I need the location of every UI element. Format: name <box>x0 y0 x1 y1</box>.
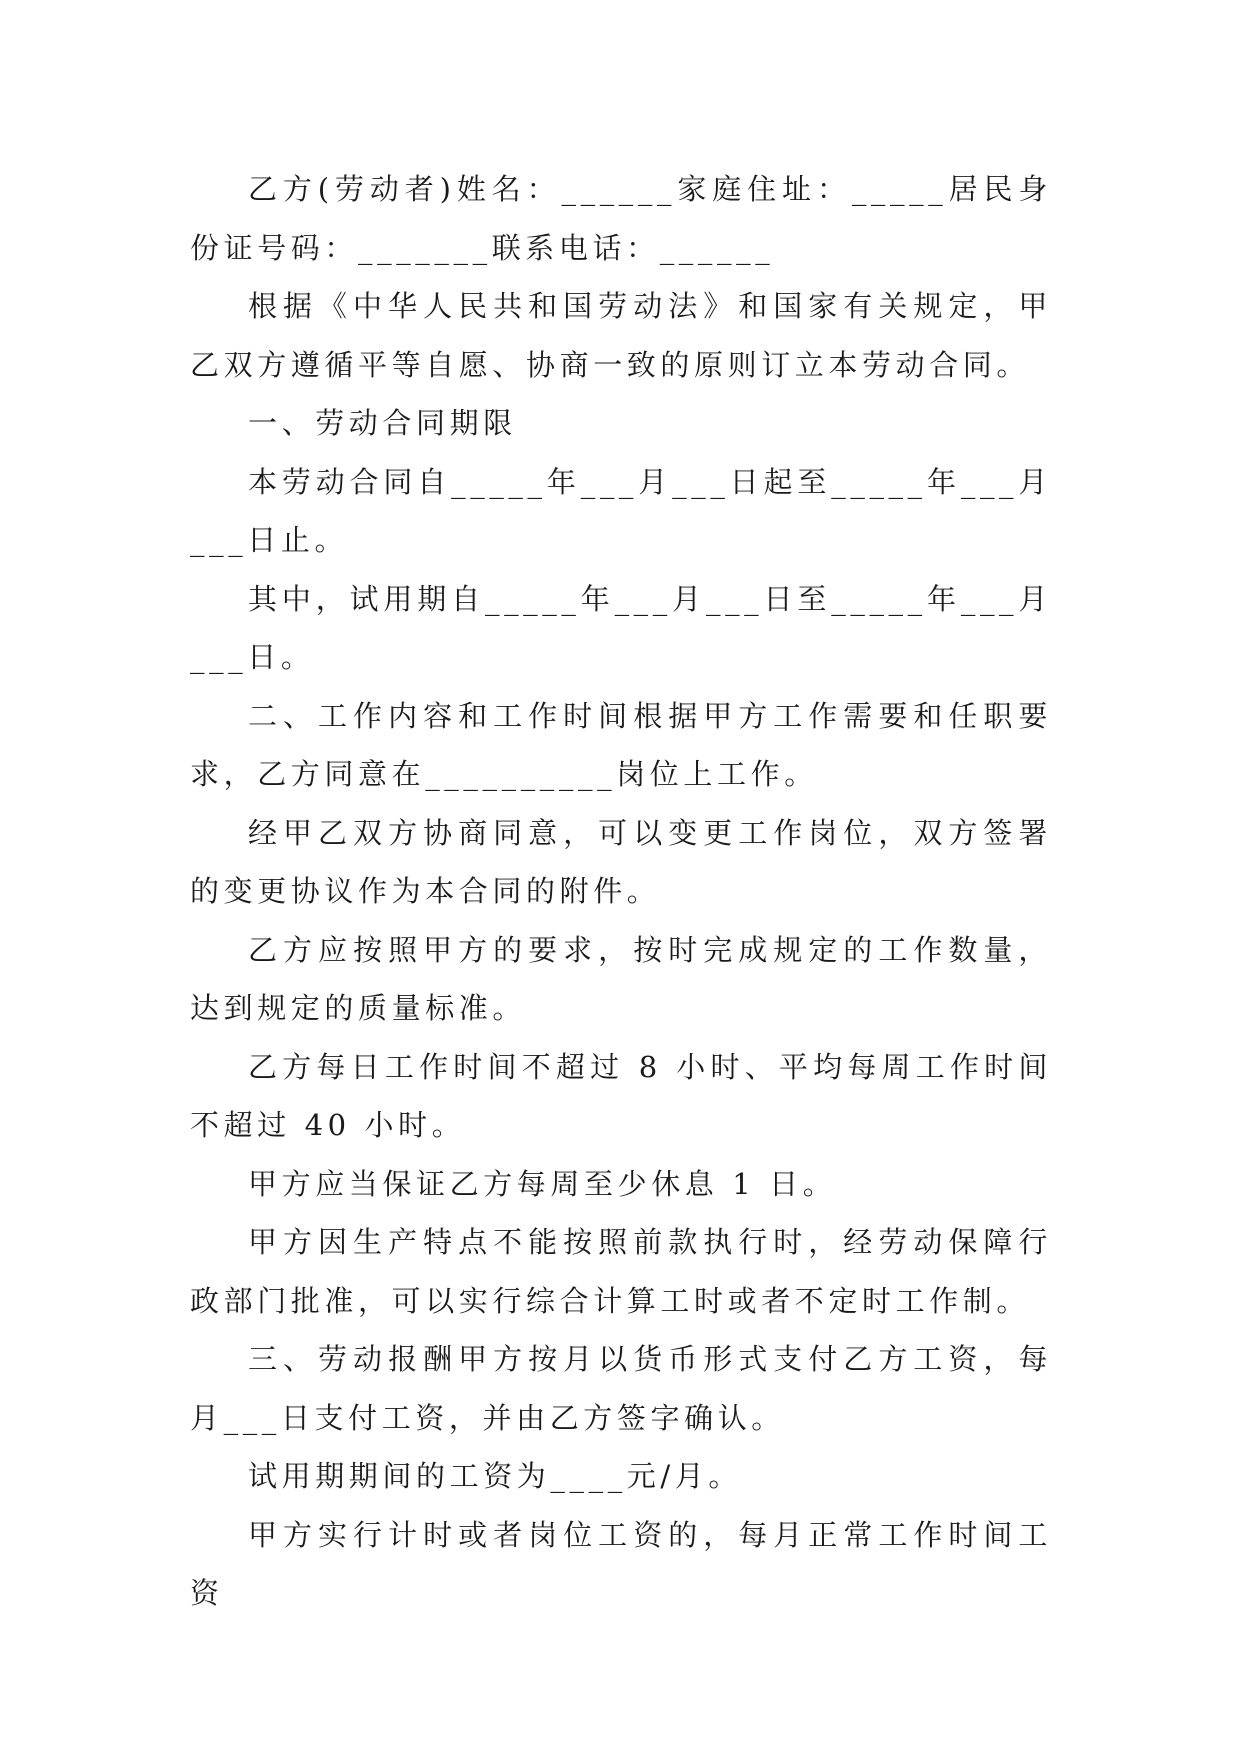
paragraph-work-requirements: 乙方应按照甲方的要求，按时完成规定的工作数量，达到规定的质量标准。 <box>190 932 1052 1025</box>
paragraph-work-content: 二、工作内容和工作时间根据甲方工作需要和任职要求，乙方同意在__________岗位上工作。 <box>190 698 1052 791</box>
paragraph-legal-basis: 根据《中华人民共和国劳动法》和国家有关规定，甲乙双方遵循平等自愿、协商一致的原则订立本劳动合同。 <box>190 289 1052 382</box>
section-heading-contract-term: 一、劳动合同期限 <box>248 406 517 440</box>
paragraph-remuneration: 三、劳动报酬甲方按月以货币形式支付乙方工资，每月___日支付工资，并由乙方签字确认。 <box>190 1342 1052 1435</box>
paragraph-party-b-info: 乙方(劳动者)姓名：______家庭住址：_____居民身份证号码：_______联系电话：______ <box>190 172 1052 265</box>
contract-body <box>190 160 1052 1623</box>
paragraph-hourly-salary: 甲方实行计时或者岗位工资的，每月正常工作时间工资 <box>190 1517 1052 1610</box>
paragraph-contract-period: 本劳动合同自_____年___月___日起至_____年___月___日止。 <box>190 464 1052 557</box>
paragraph-probation-period: 其中，试用期自_____年___月___日至_____年___月___日。 <box>190 581 1052 674</box>
paragraph-position-change: 经甲乙双方协商同意，可以变更工作岗位，双方签署的变更协议作为本合同的附件。 <box>190 815 1052 908</box>
paragraph-special-hours: 甲方因生产特点不能按照前款执行时，经劳动保障行政部门批准，可以实行综合计算工时或者不定时工作制。 <box>190 1225 1052 1318</box>
paragraph-rest-days: 甲方应当保证乙方每周至少休息 1 日。 <box>248 1166 837 1201</box>
paragraph-working-hours: 乙方每日工作时间不超过 8 小时、平均每周工作时间不超过 40 小时。 <box>190 1049 1052 1142</box>
paragraph-probation-salary: 试用期期间的工资为____元/月。 <box>248 1459 742 1493</box>
